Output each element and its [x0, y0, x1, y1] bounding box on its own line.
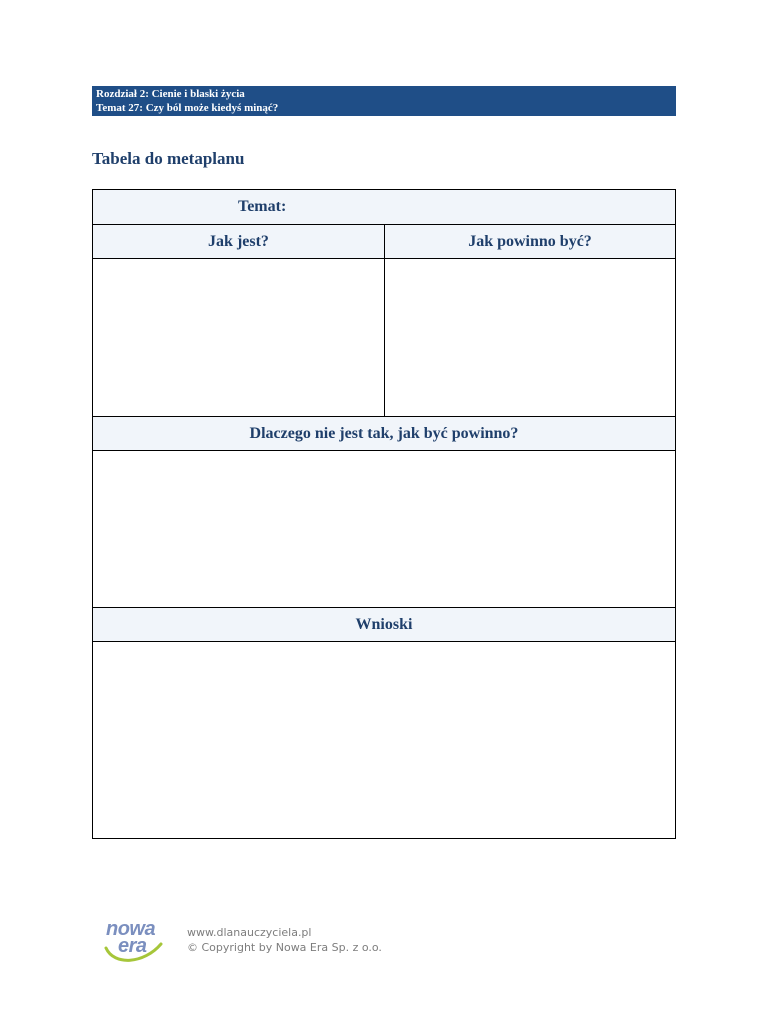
nowa-era-logo — [104, 918, 170, 964]
answer-area-conclusions[interactable] — [93, 642, 675, 838]
topic-row — [93, 190, 675, 225]
column-divider — [384, 259, 385, 416]
why-header-row — [93, 417, 675, 451]
conclusions-label: Wnioski — [355, 615, 413, 633]
column-header-current-label: Jak jest? — [208, 232, 269, 250]
footer-copyright: © Copyright by Nowa Era Sp. z o.o. — [187, 941, 382, 954]
footer-text — [187, 925, 382, 955]
footer-website-link[interactable]: www.dlanauczyciela.pl — [187, 926, 312, 939]
chapter-header-bar — [92, 86, 676, 116]
page-title: Tabela do metaplanu — [92, 149, 245, 168]
footer — [104, 918, 504, 968]
answer-area-columns[interactable] — [93, 259, 675, 417]
topic-label: Temat: — [238, 198, 287, 215]
logo-text-bottom: era — [118, 935, 147, 957]
logo-text-top: nowa — [106, 918, 156, 940]
column-header-desired — [385, 225, 675, 258]
why-label: Dlaczego nie jest tak, jak być powinno? — [249, 424, 519, 442]
answer-area-why[interactable] — [93, 451, 675, 608]
conclusions-header-row — [93, 608, 675, 642]
column-header-current — [93, 225, 385, 258]
columns-header-row — [93, 225, 675, 259]
metaplan-table — [92, 189, 676, 839]
column-header-desired-label: Jak powinno być? — [468, 232, 592, 250]
chapter-title: Rozdział 2: Cienie i blaski życia — [96, 88, 245, 100]
lesson-topic: Temat 27: Czy ból może kiedyś minąć? — [96, 102, 279, 114]
logo-swoosh-icon — [104, 940, 164, 966]
